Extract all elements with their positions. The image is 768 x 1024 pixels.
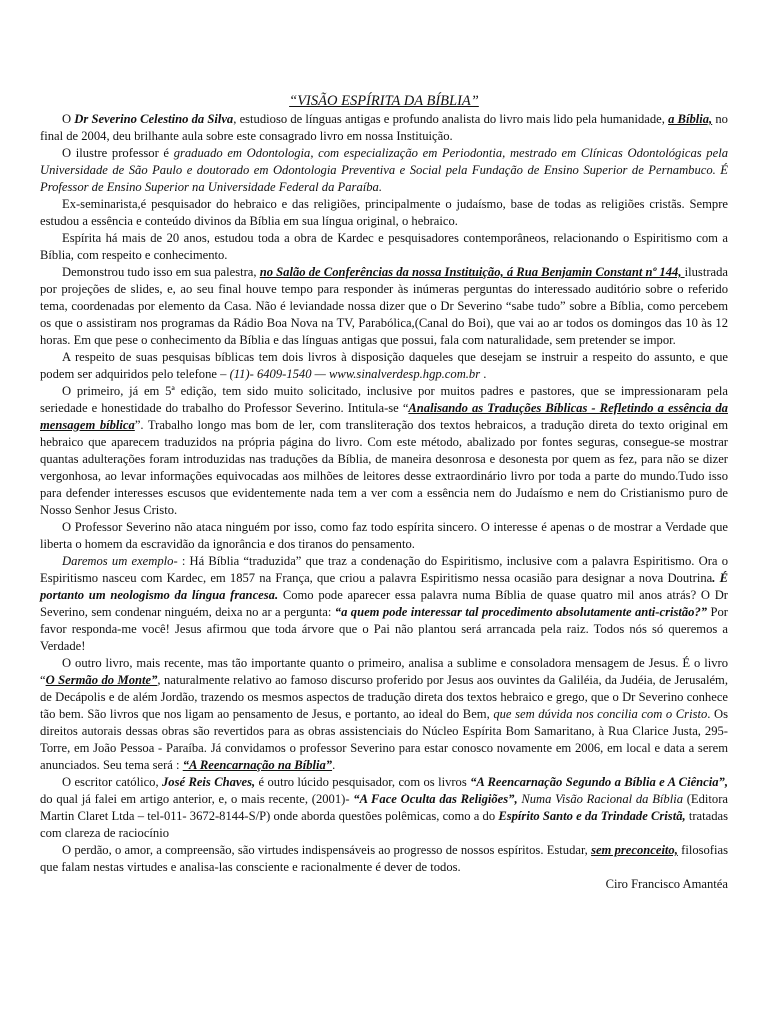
emphasis: Espírito Santo e da Trindade Cristã, [498, 809, 686, 823]
paragraph-example [40, 553, 728, 655]
paragraph-second-book [40, 655, 728, 774]
paragraph-spiritism: Espírita há mais de 20 anos, estudou toda a obra de Kardec e pesquisadores contemporâneos, relacionando o Espiritismo com a Bíblia, com respeito e conhecimento. [40, 231, 728, 262]
paragraph-catholic-writer [40, 774, 728, 842]
book-title: O Sermão do Monte” [45, 673, 158, 687]
article-title: “VISÃO ESPÍRITA DA BÍBLIA” [289, 93, 479, 109]
paragraph-first-book [40, 383, 728, 519]
text: : Há Bíblia “traduzida” que traz a condenação do Espiritismo, inclusive com a palavra Espiritismo. Ora o Espiritismo nasceu com Kardec, em 1857 na França, que criou a palavra Espiritismo nessa ocasião para designar a nova Doutrina [40, 554, 728, 585]
text: O outro livro, mais recente, mas tão importante quanto o primeiro, analisa a sublime e consoladora mensagem de Jesus. É o livro “ [40, 656, 728, 687]
text: Daremos um exemplo- [62, 554, 182, 568]
text: O [62, 112, 75, 126]
author-name: Dr Severino Celestino da Silva [74, 112, 234, 126]
text: . [332, 758, 336, 772]
text: O escritor católico, [62, 775, 162, 789]
credentials: graduado em Odontologia, com especialização em Periodontia, mestrado em Clínicas Odontológicas pela Universidade de São Paulo e doutorado em Odontologia Preventiva e Social pela Fundação de Ensino Superior de Pernambuco. É Professor de Ensino Superior na Universidade Federal da Paraíba. [40, 146, 728, 194]
writer-name: José Reis Chaves, [161, 775, 256, 789]
book-title: “A Reencarnação Segundo a Bíblia e A Ciência”, [470, 775, 729, 789]
text: . Os direitos autorais dessas obras são revertidos para as obras assistenciais do Núcleo Espírita Bom Samaritano, à Rua Clarice Justa, 295-Torre, em João Pessoa - Paraíba. Já convidamos o professor Severino para estar conosco novamente em 2006, em local e data a serem anunciados. Seu tema será : [40, 707, 729, 772]
emphasis: a Bíblia, [668, 112, 713, 126]
text: O ilustre professor é [62, 146, 174, 160]
paragraph-background: Ex-seminarista,é pesquisador do hebraico e das religiões, principalmente o judaísmo, base de todas as religiões cristãs. Sempre estudou a essência e conteúdo divinos da Bíblia em sua língua original, o hebraico. [40, 197, 728, 228]
text: , estudioso de línguas antigas e profundo analista do livro mais lido pela humanidade, [233, 112, 669, 126]
text: ”. Trabalho longo mas bom de ler, com transliteração dos textos hebraicos, a tradução direta do texto original em hebraico que aparecem traduzidos na própria página do livro. Com este método, abalizado por fontes seguras, consegue-se mostrar quantas adulterações foram introduzidas nas traduções da Bíblia, de maneira desonrosa e desonesta por quem as fez, para não se dizer vergonhosa, ao levar informações equivocadas aos milhões de leitores desse extraordinário livro por toda a parte do mundo.Tudo isso para defender interesses escusos que evidentemente nada tem a ver com a essência nem do Judaísmo e nem do Cristianismo puro de Nosso Senhor Jesus Cristo. [40, 418, 728, 517]
signature: Ciro Francisco Amantéa [605, 877, 728, 891]
text: do qual já falei em artigo anterior, e, o mais recente, (2001)- [40, 792, 354, 806]
text: Como pode aparecer essa palavra numa Bíblia de quase quatro mil anos atrás? O Dr Severino, sem condenar ninguém, deixa no ar a pergunta: [40, 588, 728, 619]
subtitle: Numa Visão Racional da Bíblia [517, 792, 683, 806]
paragraph-conclusion [40, 842, 728, 876]
text: no final de 2004, deu brilhante aula sobre este consagrado livro em nossa Instituição. [40, 112, 728, 143]
contact: (11)- 6409-1540 — www.sinalverdesp.hgp.com.br [229, 367, 481, 381]
paragraph-intro [40, 111, 728, 145]
book-title: Analisando as Traduções Bíblicas - Refletindo a essência da mensagem bíblica [40, 401, 728, 432]
article [40, 92, 728, 893]
book-title: “A Face Oculta das Religiões”, [353, 792, 518, 806]
text: Demonstrou tudo isso em sua palestra, [62, 265, 260, 279]
text: ilustrada por projeções de slides, e, ao seu final houve tempo para responder às inúmeras perguntas do interessado auditório sobre o referido tema, coordenadas por elemento da Casa. Não é leviandade nossa dizer que o Dr Severino “sabe tudo” sobre a Bíblia, como percebem os que o assistiram nos programas da Rádio Boa Nova na TV, Parabólica,(Canal do Boi), que vai ao ar todos os domingos das 10 às 12 horas. Em que pese o conhecimento da Bíblia e das línguas antigas que possui, fala com naturalidade, sem pretender se impor. [40, 265, 728, 347]
text: O primeiro, já em 5ª edição, tem sido muito solicitado, inclusive por muitos padres e pastores, que se impressionaram pela seriedade e honestidade do trabalho do Professor Severino. Intitula-se “ [40, 384, 728, 415]
question: “a quem pode interessar tal procedimento absolutamente anti-cristão?” [334, 605, 708, 619]
paragraph-lecture [40, 264, 728, 349]
text: O perdão, o amor, a compreensão, são virtudes indispensáveis ao progresso de nossos espíritos. Estudar, [62, 843, 592, 857]
text: A respeito de suas pesquisas bíblicas tem dois livros à disposição daqueles que desejam se instruir a respeito do assunto, e que podem ser adquiridos pelo telefone – [40, 350, 728, 381]
paragraph-credentials [40, 145, 728, 196]
venue: no Salão de Conferências da nossa Instituição, á Rua Benjamin Constant nº 144, [259, 265, 685, 279]
text: (Editora Martin Claret Ltda – tel-011- 3672-8144-S/P) onde aborda questões polêmicas, como a do [40, 792, 729, 823]
text: , naturalmente relativo ao famoso discurso proferido por Jesus aos ouvintes da Galiléia, da Judéia, de Jerusalém, de Decápolis e de além Jordão, trazendo os mesmos aspectos de tradução direta dos textos hebraico e grego, que o Dr Severino conhece tão bem. São livros que nos ligam ao pensamento de Jesus, e portanto, ao ideal do Bem, [40, 673, 728, 721]
emphasis: que sem dúvida nos concilia com o Cristo [493, 707, 708, 721]
text: tratadas com clareza de raciocínio [40, 809, 728, 840]
paragraph-truth: O Professor Severino não ataca ninguém por isso, como faz todo espírita sincero. O interesse é apenas o de mostrar a Verdade que liberta o homem da escravidão da ignorância e dos tiranos do pensamento. [40, 520, 728, 551]
text: . [480, 367, 487, 381]
emphasis: sem preconceito, [591, 843, 678, 857]
emphasis: . É portanto um neologismo da língua francesa. [40, 571, 728, 602]
paragraph-books [40, 349, 728, 383]
text: Por favor responda-me você! Jesus afirmou que toda árvore que o Pai não plantou será arrancada pela raiz. Todos nós só queremos a Verdade! [40, 605, 728, 653]
theme: “A Reencarnação na Bíblia” [182, 758, 333, 772]
text: filosofias que falam nestas virtudes e analisa-las consciente e racionalmente é dever de todos. [40, 843, 728, 874]
text: é outro lúcido pesquisador, com os livros [255, 775, 471, 789]
